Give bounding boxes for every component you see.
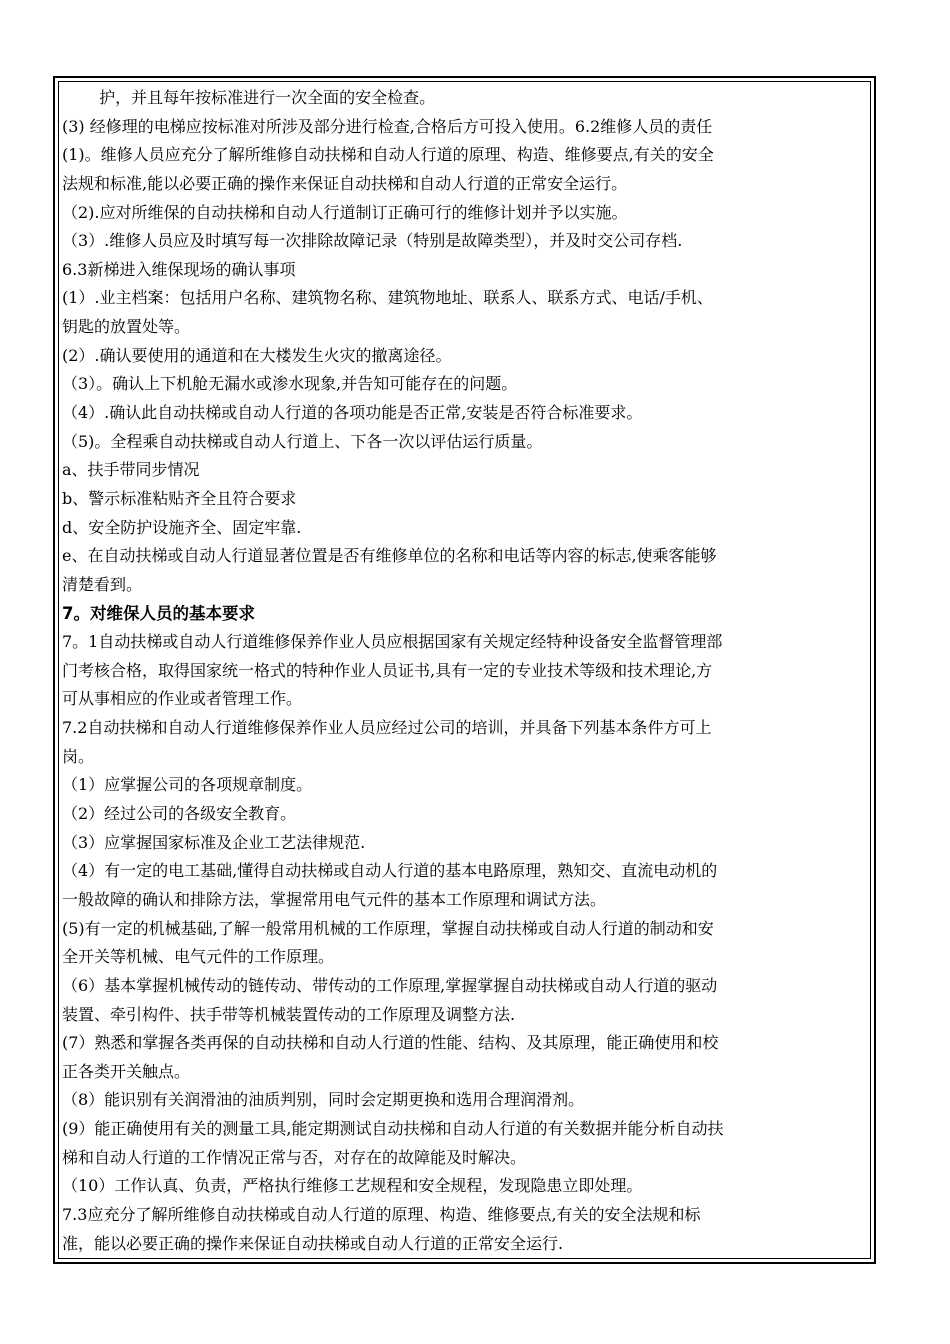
text-line: (1）.业主档案：包括用户名称、建筑物名称、建筑物地址、联系人、联系方式、电话/手机、 xyxy=(62,288,713,308)
text-line: (5)有一定的机械基础,了解一般常用机械的工作原理，掌握自动扶梯或自动人行道的制动和安 xyxy=(62,918,714,938)
text-line: 7.3应充分了解所维修自动扶梯或自动人行道的原理、构造、维修要点,有关的安全法规和标 xyxy=(62,1204,701,1224)
text-line: (2）.确认要使用的通道和在大楼发生火灾的撤离途径。 xyxy=(62,345,452,365)
text-line: （4）有一定的电工基础,懂得自动扶梯或自动人行道的基本电路原理，熟知交、直流电动机的 xyxy=(62,861,718,881)
text-line: a、扶手带同步情况 xyxy=(62,460,200,480)
text-line: （6）基本掌握机械传动的链传动、带传动的工作原理,掌握掌握自动扶梯或自动人行道的驱动 xyxy=(62,975,718,995)
text-line: 梯和自动人行道的工作情况正常与否，对存在的故障能及时解决。 xyxy=(62,1147,527,1167)
text-line: 6.3新梯进入维保现场的确认事项 xyxy=(62,259,296,279)
text-line: （5)。全程乘自动扶梯或自动人行道上、下各一次以评估运行质量。 xyxy=(62,431,543,451)
text-line: （3）。确认上下机舱无漏水或渗水现象,并告知可能存在的问题。 xyxy=(62,374,518,394)
text-line: 装置、牵引构件、扶手带等机械装置传动的工作原理及调整方法. xyxy=(62,1004,516,1024)
text-line: （4）.确认此自动扶梯或自动人行道的各项功能是否正常,安装是否符合标准要求。 xyxy=(62,403,643,423)
text-line: 一般故障的确认和排除方法，掌握常用电气元件的基本工作原理和调试方法。 xyxy=(62,889,607,909)
text-line: （3）应掌握国家标准及企业工艺法律规范. xyxy=(62,832,366,852)
text-line: 准，能以必要正确的操作来保证自动扶梯或自动人行道的正常安全运行. xyxy=(62,1233,564,1253)
text-line: 全开关等机械、电气元件的工作原理。 xyxy=(62,947,335,967)
document-body xyxy=(62,84,868,1258)
text-line: 清楚看到。 xyxy=(62,574,143,594)
section-heading: 7。对维保人员的基本要求 xyxy=(62,603,255,623)
text-line: e、在自动扶梯或自动人行道显著位置是否有维修单位的名称和电话等内容的标志,使乘客能够 xyxy=(62,546,717,566)
text-line: 法规和标准,能以必要正确的操作来保证自动扶梯和自动人行道的正常安全运行。 xyxy=(62,173,628,193)
text-line: 7。1自动扶梯或自动人行道维修保养作业人员应根据国家有关规定经特种设备安全监督管理部 xyxy=(62,632,723,652)
text-line: (9）能正确使用有关的测量工具,能定期测试自动扶梯和自动人行道的有关数据并能分析自动扶 xyxy=(62,1119,724,1139)
text-line: (7）熟悉和掌握各类再保的自动扶梯和自动人行道的性能、结构、及其原理，能正确使用和校 xyxy=(62,1033,719,1053)
text-line: 7.2自动扶梯和自动人行道维修保养作业人员应经过公司的培训，并具备下列基本条件方可上 xyxy=(62,718,712,738)
text-line: 正各类开关触点。 xyxy=(62,1061,191,1081)
text-line: 可从事相应的作业或者管理工作。 xyxy=(62,689,303,709)
text-line: （10）工作认真、负责，严格执行维修工艺规程和安全规程，发现隐患立即处理。 xyxy=(62,1176,643,1196)
text-line: 钥匙的放置处等。 xyxy=(62,317,191,337)
text-line: （8）能识别有关润滑油的油质判别，同时会定期更换和选用合理润滑剂。 xyxy=(62,1090,585,1110)
text-line: （1）应掌握公司的各项规章制度。 xyxy=(62,775,313,795)
text-line: d、安全防护设施齐全、固定牢靠. xyxy=(62,517,302,537)
text-line: (3) 经修理的电梯应按标准对所涉及部分进行检查,合格后方可投入使用。6.2维修人员的责任 xyxy=(62,116,713,136)
text-line: （3）.维修人员应及时填写每一次排除故障记录（特别是故障类型），并及时交公司存档. xyxy=(62,231,683,251)
text-line: 岗。 xyxy=(62,746,95,766)
text-line: b、警示标准粘贴齐全且符合要求 xyxy=(62,488,297,508)
text-line: (1)。维修人员应充分了解所维修自动扶梯和自动人行道的原理、构造、维修要点,有关的安全 xyxy=(62,145,714,165)
text-line: 门考核合格，取得国家统一格式的特种作业人员证书,具有一定的专业技术等级和技术理论,方 xyxy=(62,660,713,680)
text-line: 护，并且每年按标准进行一次全面的安全检查。 xyxy=(62,88,436,107)
text-line: （2).应对所维保的自动扶梯和自动人行道制订正确可行的维修计划并予以实施。 xyxy=(62,202,628,222)
text-line: （2）经过公司的各级安全教育。 xyxy=(62,804,297,824)
